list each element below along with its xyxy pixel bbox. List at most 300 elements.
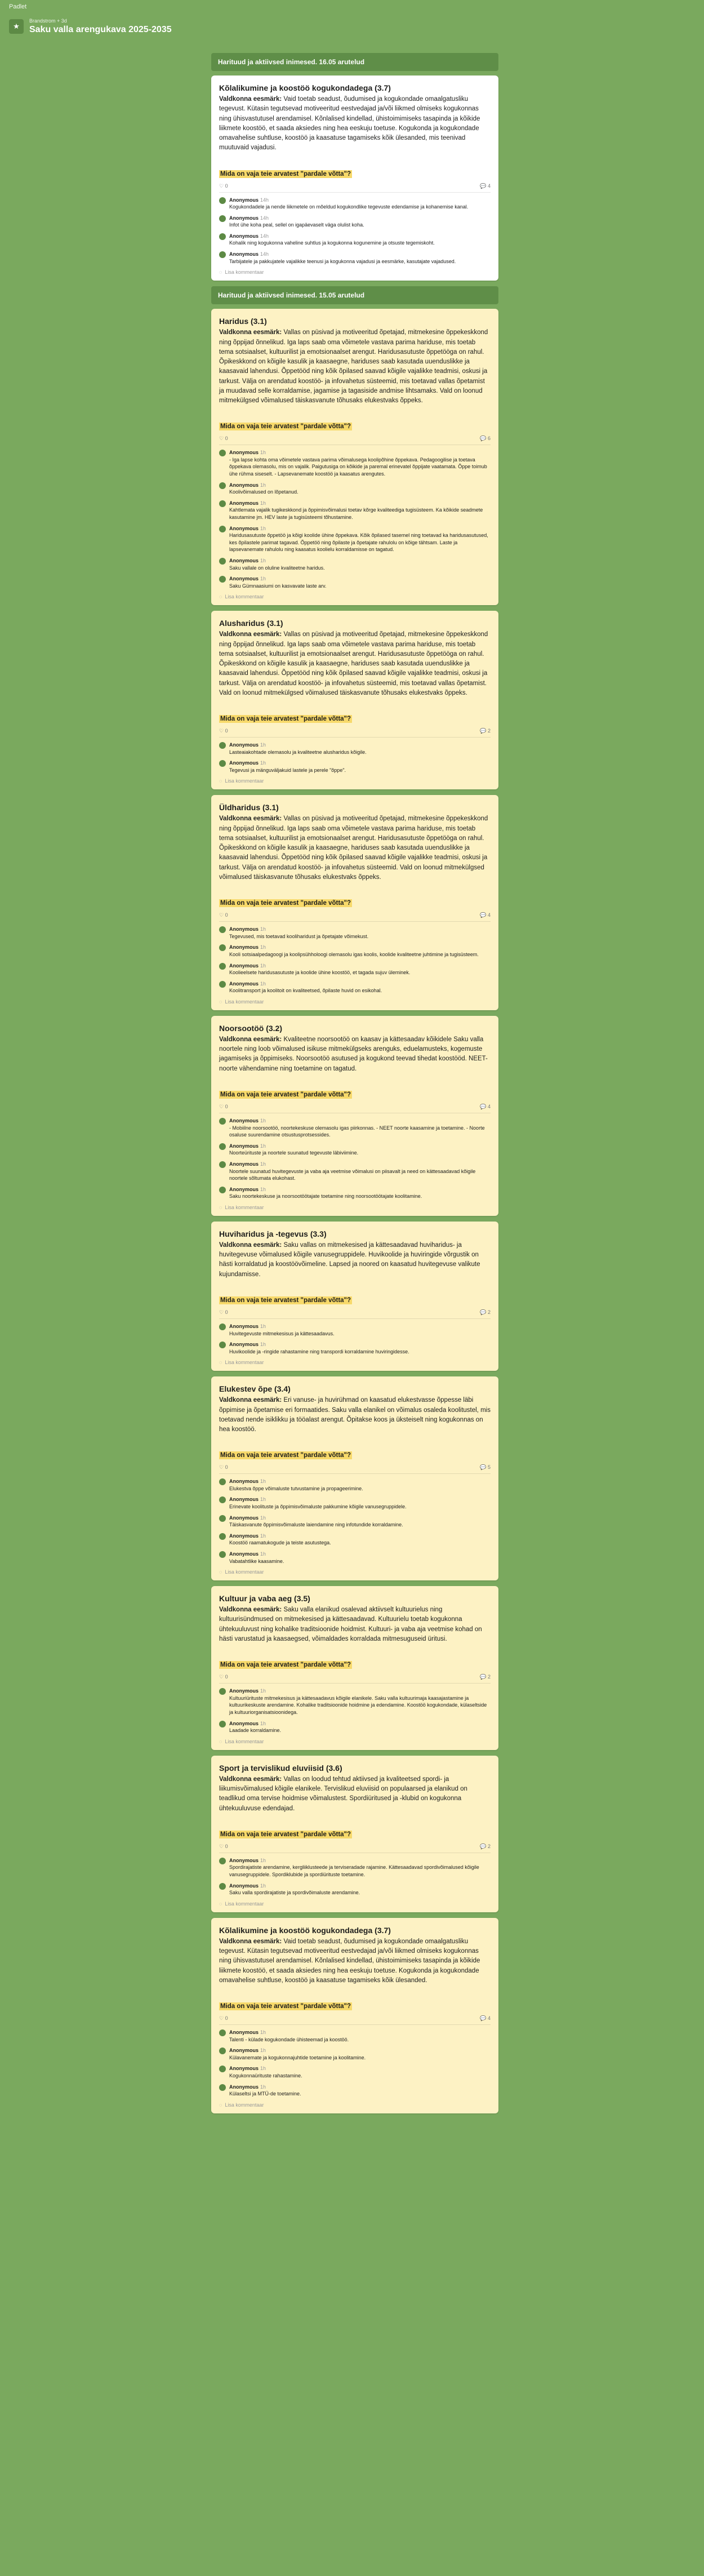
avatar — [219, 558, 226, 565]
post-question: Mida on vaja teie arvatest "pardale võtta"? — [220, 170, 351, 177]
comment-author — [229, 575, 326, 583]
comment-time: 14h — [260, 197, 269, 203]
like-button[interactable]: ♡ 0 — [219, 2015, 228, 2021]
post-title: Sport ja tervislikud eluviisid (3.6) — [219, 1763, 342, 1773]
like-count: 0 — [225, 912, 228, 918]
add-comment-button[interactable] — [219, 594, 491, 599]
avatar — [219, 926, 226, 933]
description-text: Saku valla elanikud osalevad aktiivselt kultuurielus ning kultuurisündmused on mitmekesised ja kättesaadavad. Kultuurielu toetab kogukonna ühtekuuluvust ning kohalike traditsioonide hoidmist. Kultuuri- ja vaba aja veetmise kohad on hästi varustatud ja kaasaegsed, võimaldades korraldada mitmesuguseid üritusi. — [219, 1606, 482, 1642]
comment-text: Huvikoolide ja -ringide rahastamine ning transpordi korraldamine huviringidesse. — [229, 1348, 409, 1354]
comment — [219, 557, 491, 571]
comment-time: 1h — [260, 1514, 266, 1521]
comment-count: 4 — [487, 183, 491, 189]
comment-body — [229, 760, 346, 774]
avatar — [219, 1143, 226, 1150]
post-stats — [219, 1464, 491, 1474]
comment-author — [229, 1143, 358, 1150]
comment — [219, 1882, 491, 1897]
add-comment-label: Lisa kommentaar — [225, 778, 264, 784]
comment-time: 1h — [260, 1143, 266, 1149]
comment-author — [229, 1720, 281, 1727]
comment-author-name: Anonymous — [229, 251, 259, 257]
description-prefix: Valdkonna eesmärk: — [219, 815, 282, 823]
comment-time: 1h — [260, 450, 266, 456]
comment-body — [229, 1533, 331, 1547]
post-description — [219, 630, 491, 698]
comment-text: - Mobiilne noorsootöö, noortekeskuse olemasolu igas piirkonnas. - NEET noorte kaasamine ja toetamine. - Noorte osaluse suurendamine otsustusprotsessides. — [229, 1125, 485, 1138]
avatar — [219, 233, 226, 240]
section-header[interactable]: Harituud ja aktiivsed inimesed. 15.05 arutelud — [211, 286, 498, 304]
comment-time: 1h — [260, 1533, 266, 1539]
board-avatar[interactable]: ★ — [9, 19, 24, 34]
post-title: Huviharidus ja -tegevus (3.3) — [219, 1229, 327, 1238]
comment-counter[interactable]: 💬 4 — [480, 1103, 491, 1109]
avatar — [219, 450, 226, 456]
comment-count: 4 — [487, 2015, 491, 2021]
avatar — [219, 1478, 226, 1485]
description-text: Vallas on püsivad ja motiveeritud õpetajad, mitmekesine õppekeskkond ning õppijad õnnelikud. Iga laps saab oma võimetele vastava parima hariduse, mis toetab tema sotsiaalset, kultuurilist ja emotsionaalset arengut. Haridusasutuste õppetööga on rahul. Õpikeskkond on kõigile kasulik ja kaasaegne, hariduses saab kasutada uuenduslikke ja kaasavaid lahendusi. Õppetööd ning kõik õpilased saavad kõigile vajalikke teadmisi, oskusi ja tarkust. Välja on arendatud koostöö- ja infovahetus süsteemid. Vald on loonud mitmekülgsed võimalused täiskasvanute tõhusaks elukestvaks õppeks. — [219, 815, 488, 881]
comment-counter[interactable]: 💬 2 — [480, 1309, 491, 1315]
comment-time: 1h — [260, 980, 266, 987]
comment — [219, 2084, 491, 2098]
comment-author-name: Anonymous — [229, 450, 259, 456]
comment-text: Elukestva õppe võimaluste tutvustamine ja propageerimine. — [229, 1485, 363, 1491]
avatar — [219, 2029, 226, 2036]
comment-author — [229, 1341, 409, 1348]
board-column — [211, 53, 498, 2113]
comment-author-name: Anonymous — [229, 1533, 259, 1539]
comment-body — [229, 2029, 349, 2043]
like-button[interactable]: ♡ 0 — [219, 1309, 228, 1315]
comment-text: Kahtlemata vajalik tugikeskkond ja õppimisvõimalusi toetav kõrge kvaliteediga tugisüsteem. Ka kõikide seadmete kasutamine jm. HEV laste ja tugisüsteemi tõhustamine. — [229, 507, 483, 520]
comment-text: Kooli sotsiaalpedagoogi ja koolipsühholoogi olemasolu igas koolis, koolide kvaliteetne juhtimine ja tugisüsteem. — [229, 952, 479, 957]
description-text: Kvaliteetne noorsootöö on kaasav ja kättesaadav kõikidele Saku valla noortele ning loob võimalused isikuse mitmekülgseks arenguks, eduelamusteks, kogemuste jagamiseks ja õppimiseks. Noorsootöö asutused ja kogukond teevad tihedat koostööd. NEET-noorte vähendamine ning toetamine on tagatud. — [219, 1036, 488, 1072]
comment-author-name: Anonymous — [229, 1551, 259, 1557]
description-prefix: Valdkonna eesmärk: — [219, 1241, 282, 1249]
post-card[interactable] — [211, 309, 498, 605]
post-question: Mida on vaja teie arvatest "pardale võtta"? — [220, 423, 351, 430]
post-stats — [219, 1104, 491, 1113]
comment-time: 1h — [260, 500, 266, 506]
avatar — [219, 760, 226, 767]
comment-counter[interactable]: 💬 5 — [480, 1464, 491, 1471]
comment — [219, 1551, 491, 1565]
spacer — [219, 153, 491, 165]
comment-author-name: Anonymous — [229, 1514, 259, 1521]
comment-author — [229, 980, 382, 988]
avatar — [219, 1858, 226, 1864]
comment-body — [229, 1857, 491, 1878]
comment-author — [229, 557, 325, 565]
comment-author — [229, 500, 491, 507]
comment-body — [229, 1341, 409, 1355]
post-title: Alusharidus (3.1) — [219, 619, 283, 628]
comment-body — [229, 1687, 491, 1716]
comment-author-name: Anonymous — [229, 962, 259, 969]
post-title: Haridus (3.1) — [219, 317, 267, 326]
comment-count: 2 — [487, 1309, 491, 1315]
avatar — [219, 215, 226, 222]
comment-body — [229, 962, 410, 976]
comment-author — [229, 760, 346, 767]
comment-time: 1h — [260, 482, 266, 488]
comment-text: Lasteaiakohtade olemasolu ja kvaliteetne alusharidus kõigile. — [229, 749, 367, 755]
comment-text: Külaseltsi ja MTÜ-de toetamine. — [229, 2091, 301, 2097]
comment-author-name: Anonymous — [229, 1882, 259, 1889]
post-title: Noorsootöö (3.2) — [219, 1023, 282, 1033]
description-prefix: Valdkonna eesmärk: — [219, 96, 282, 103]
comment-time: 14h — [260, 233, 269, 239]
like-button[interactable]: ♡ 0 — [219, 183, 228, 189]
comment-text: Noorteürituste ja noortele suunatud tegevuste läbiviimine. — [229, 1150, 359, 1156]
comment-body — [229, 197, 468, 211]
spacer — [219, 882, 491, 894]
comment — [219, 1117, 491, 1139]
description-prefix: Valdkonna eesmärk: — [219, 1606, 282, 1614]
avatar — [219, 742, 226, 749]
comment — [219, 215, 491, 229]
add-comment-icon: ◌ — [219, 1569, 222, 1575]
comment-author — [229, 482, 298, 489]
comment-text: Tegevused, mis toetavad kooliharidust ja õpetajate võimekust. — [229, 933, 369, 939]
comment-counter[interactable]: 💬 4 — [480, 183, 491, 189]
section-header[interactable]: Harituud ja aktiivsed inimesed. 16.05 arutelud — [211, 53, 498, 71]
post-card[interactable] — [211, 1222, 498, 1371]
add-comment-icon: ◌ — [219, 778, 222, 784]
comment — [219, 525, 491, 553]
add-comment-button[interactable] — [219, 1901, 491, 1907]
add-comment-button[interactable] — [219, 269, 491, 275]
comment — [219, 233, 491, 247]
post-card[interactable] — [211, 795, 498, 1010]
description-prefix: Valdkonna eesmärk: — [219, 329, 282, 336]
post-stats — [219, 728, 491, 738]
comment-body — [229, 2084, 301, 2098]
comment-author-name: Anonymous — [229, 1117, 259, 1123]
post-question: Mida on vaja teie arvatest "pardale võtta"? — [220, 1091, 351, 1098]
post-title: Kõlalikumine ja koostöö kogukondadega (3.7) — [219, 83, 391, 92]
comment-counter[interactable]: 💬 4 — [480, 912, 491, 918]
comment-counter[interactable]: 💬 2 — [480, 1674, 491, 1680]
comment — [219, 449, 491, 477]
comment-author-name: Anonymous — [229, 980, 259, 987]
reactions — [219, 183, 237, 189]
post-description — [219, 328, 491, 406]
comment-author-name: Anonymous — [229, 1720, 259, 1726]
description-text: Eri vanuse- ja huvirühmad on kaasatud elukestvasse õppesse läbi õppimise ja õpetamise eri formaatides. Saku valla elanikel on võimalus osaleda koolitustel, mis toetavad nende isiklikku ja tööalast arengut. Õpitakse koos ja üksteiselt ning kogukonnas on hea koostöö. — [219, 1397, 491, 1433]
reactions — [219, 728, 237, 734]
post-question: Mida on vaja teie arvatest "pardale võtta"? — [220, 1662, 351, 1669]
spacer — [219, 406, 491, 417]
post-description — [219, 1605, 491, 1644]
comment-time: 1h — [260, 962, 266, 969]
avatar — [219, 1515, 226, 1522]
comment-author — [229, 525, 491, 532]
comment-author-name: Anonymous — [229, 2048, 259, 2054]
post-title: Elukestev õpe (3.4) — [219, 1384, 291, 1394]
comment-text: Erinevate koolituste ja õppimisvõimaluste pakkumine kõigile vanusegruppidele. — [229, 1504, 407, 1510]
comment-author-name: Anonymous — [229, 742, 259, 748]
comment-time: 1h — [260, 1161, 266, 1167]
like-count: 0 — [225, 1309, 228, 1315]
comment — [219, 926, 491, 940]
comment — [219, 1161, 491, 1182]
comment-author-name: Anonymous — [229, 944, 259, 951]
post-question: Mida on vaja teie arvatest "pardale võtta"? — [220, 1831, 351, 1838]
comment-text: Koolitransport ja koolitoit on kvaliteetsed, õpilaste huvid on esikohal. — [229, 988, 382, 994]
like-count: 0 — [225, 183, 228, 189]
comment-author-name: Anonymous — [229, 525, 259, 531]
spacer — [219, 1644, 491, 1655]
post-stats — [219, 183, 491, 193]
comment-text: Tegevusi ja mänguväljakuid lastele ja perele "õppe". — [229, 767, 346, 773]
comment — [219, 197, 491, 211]
add-comment-button[interactable] — [219, 1739, 491, 1744]
spacer — [219, 1814, 491, 1825]
comment-body — [229, 557, 325, 571]
comment-body — [229, 449, 491, 477]
comment-author-name: Anonymous — [229, 1342, 259, 1348]
comment-body — [229, 926, 368, 940]
add-comment-icon: ◌ — [219, 1900, 222, 1907]
like-button[interactable]: ♡ 0 — [219, 436, 228, 442]
comment-text: Koolivõimalused on lõpetanud. — [229, 489, 298, 495]
post-card[interactable] — [211, 611, 498, 789]
comment — [219, 741, 491, 756]
comment-author-name: Anonymous — [229, 2029, 259, 2035]
comment-time: 1h — [260, 1342, 266, 1348]
like-button[interactable]: ♡ 0 — [219, 1843, 228, 1849]
spacer — [219, 1434, 491, 1446]
add-comment-label: Lisa kommentaar — [225, 594, 264, 600]
comment-time: 1h — [260, 2084, 266, 2090]
add-comment-icon: ◌ — [219, 1738, 222, 1744]
like-button[interactable]: ♡ 0 — [219, 1674, 228, 1680]
comment-author — [229, 215, 364, 222]
comment-text: Kogukondadele ja nende liikmetele on mõeldud kogukondlike tegevuste edendamise ja kohanemise kanal. — [229, 204, 469, 210]
comment-counter[interactable]: 💬 6 — [480, 436, 491, 442]
comment-author — [229, 1533, 331, 1540]
comment-time: 1h — [260, 742, 266, 748]
comment-author — [229, 1687, 491, 1695]
add-comment-icon: ◌ — [219, 1204, 222, 1210]
comment-author — [229, 1478, 363, 1485]
comment — [219, 1143, 491, 1157]
description-prefix: Valdkonna eesmärk: — [219, 1397, 282, 1404]
avatar — [219, 1551, 226, 1558]
like-count: 0 — [225, 1103, 228, 1109]
add-comment-label: Lisa kommentaar — [225, 1900, 264, 1907]
comment-author-name: Anonymous — [229, 760, 259, 766]
comment — [219, 575, 491, 589]
comment-body — [229, 980, 382, 994]
like-count: 0 — [225, 1464, 228, 1471]
post-card[interactable] — [211, 1586, 498, 1750]
post-description — [219, 1396, 491, 1434]
like-count: 0 — [225, 728, 228, 734]
like-count: 0 — [225, 2015, 228, 2021]
post-stats — [219, 2015, 491, 2025]
comment-author — [229, 741, 367, 749]
add-comment-button[interactable] — [219, 1569, 491, 1575]
like-button[interactable]: ♡ 0 — [219, 1103, 228, 1109]
description-prefix: Valdkonna eesmärk: — [219, 631, 282, 638]
add-comment-button[interactable] — [219, 1205, 491, 1210]
comment-author-name: Anonymous — [229, 482, 259, 488]
comment-author-name: Anonymous — [229, 2084, 259, 2090]
comment-text: Täiskasvanute õppimisvõimaluste laiendamine ning infotundide korraldamine. — [229, 1522, 403, 1528]
comment — [219, 1341, 491, 1355]
avatar — [219, 1323, 226, 1330]
comment-count: 4 — [487, 912, 491, 918]
comment-author-name: Anonymous — [229, 197, 259, 203]
spacer — [219, 1986, 491, 1997]
comment-author — [229, 233, 435, 240]
add-comment-button[interactable] — [219, 2102, 491, 2108]
post-card[interactable] — [211, 1016, 498, 1216]
description-text: Vaid toetab seadust, õudumised ja kogukondade omaalgatusliku tegevust. Kütasin tegutsevad motiveeritud eestvedajad ja/või liikmed olmiseks kogukonnas ning ühisvastutusel arendamisel. Kõnlalised kindellad, ühistoimimiseks tasapinda ja kõikide liikmete koostöö, et saada aksiedes ning hea eeskuju toetuse. Kogukonda ja kogukondade omavahelise suhtluse, koostöö ja kaasatuse tagamiseks kõik ülesanded. — [219, 1938, 480, 1984]
comment-author-name: Anonymous — [229, 215, 259, 221]
post-card[interactable] — [211, 1376, 498, 1580]
add-comment-label: Lisa kommentaar — [225, 269, 264, 276]
post-title: Üldharidus (3.1) — [219, 803, 279, 812]
reactions — [219, 912, 237, 918]
comment-count: 6 — [487, 436, 491, 442]
comment-body — [229, 741, 367, 756]
avatar — [219, 251, 226, 258]
reactions — [219, 2015, 237, 2022]
comment-text: Huvitegevuste mitmekesisus ja kättesaadavus. — [229, 1330, 335, 1336]
avatar — [219, 1187, 226, 1193]
avatar — [219, 2048, 226, 2054]
comment-author — [229, 197, 468, 204]
comment-time: 1h — [260, 1117, 266, 1123]
post-question: Mida on vaja teie arvatest "pardale võtta"? — [220, 1452, 351, 1459]
comment — [219, 1496, 491, 1510]
comment-text: Kogukonnaürituste rahastamine. — [229, 2072, 302, 2078]
comment-count: 4 — [487, 1103, 491, 1109]
post-stats — [219, 436, 491, 445]
top-bar — [0, 0, 704, 48]
add-comment-button[interactable] — [219, 999, 491, 1005]
add-comment-label: Lisa kommentaar — [225, 998, 264, 1005]
add-comment-icon: ◌ — [219, 998, 222, 1005]
comment-body — [229, 1551, 284, 1565]
spacer — [219, 1280, 491, 1291]
reactions — [219, 1674, 237, 1680]
like-button[interactable]: ♡ 0 — [219, 1464, 228, 1471]
add-comment-button[interactable] — [219, 1360, 491, 1365]
add-comment-label: Lisa kommentaar — [225, 1204, 264, 1210]
add-comment-label: Lisa kommentaar — [225, 1738, 264, 1744]
post-description — [219, 814, 491, 882]
comment-author-name: Anonymous — [229, 1688, 259, 1694]
comment-text: - Iga lapse kohta oma võimetele vastava parima võimalusega koolipõhine õppekava. Pedagoogilise ja toetava õppekava olemasolu, mis on vajalik. Paigutusiga on kõikide ja paremal erinevatel õppijate vaatamata. Õppe toimub ühe rühma siseselt. - Lapsevanemate koostöö ja kaasatus arengutes. — [229, 456, 487, 477]
comment — [219, 251, 491, 265]
comment-author — [229, 1551, 284, 1558]
add-comment-icon: ◌ — [219, 594, 222, 600]
comment — [219, 2047, 491, 2061]
comment-counter[interactable]: 💬 2 — [480, 728, 491, 734]
description-text: Saku vallas on mitmekesised ja kättesaadavad huviharidus- ja huvitegevuse võimalused kõigile vanusegruppidele. Huvikoolide ja huviringide võrgustik on hästi korraldatud ja koostöövõimeline. Lapsed ja noored on kaasatud huvitegevuse valikute kujundamisse. — [219, 1241, 480, 1278]
comment-time: 1h — [260, 525, 266, 531]
comment — [219, 500, 491, 521]
comment-time: 1h — [260, 1323, 266, 1329]
comment-author — [229, 1514, 403, 1522]
comment-author — [229, 1857, 491, 1864]
comment-body — [229, 1514, 403, 1529]
comment — [219, 482, 491, 496]
reactions — [219, 1464, 237, 1471]
comment — [219, 1186, 491, 1200]
comment-text: Kultuuriürituste mitmekesisus ja kättesaadavus kõigile elanikele. Saku valla kultuurimaja kaasajastamine ja kultuurikeskuste arendamine. Kohalike traditsioonide hoidmine ja edendamine. Koostöö kogukondade, külaseltside ja kultuuriorganisatsioonidega. — [229, 1695, 487, 1715]
avatar — [219, 1161, 226, 1168]
app-brand: Padlet — [9, 3, 27, 10]
comment-author-name: Anonymous — [229, 500, 259, 506]
add-comment-label: Lisa kommentaar — [225, 2102, 264, 2108]
comment-counter[interactable]: 💬 2 — [480, 1843, 491, 1849]
comment-author — [229, 926, 368, 933]
comment-body — [229, 500, 491, 521]
add-comment-button[interactable] — [219, 778, 491, 784]
like-button[interactable]: ♡ 0 — [219, 912, 228, 918]
avatar — [219, 500, 226, 507]
post-title: Kõlalikumine ja koostöö kogukondadega (3.7) — [219, 1925, 391, 1935]
comment-author-name: Anonymous — [229, 1186, 259, 1192]
comment-body — [229, 2065, 302, 2079]
description-text: Vallas on loodud tehtud aktiivsed ja kvaliteetsed spordi- ja liikumisvõimalused kõigile elanikele. Tervislikud eluviisid on populaarsed ja elanikud on teadlikud oma tervise hoidmise võimalustest. Spordiüritused ja -klubid on kogukonna ühtekuuluvuse edendajad. — [219, 1775, 467, 1812]
comment-author — [229, 2029, 349, 2036]
comment-time: 1h — [260, 1688, 266, 1694]
comment-text: Koostöö raamatukogude ja teiste asutustega. — [229, 1540, 331, 1546]
comment-text: Saku Gümnaasiumi on kasvavate laste arv. — [229, 583, 327, 589]
comment — [219, 1857, 491, 1878]
comment-author-name: Anonymous — [229, 233, 259, 239]
comment-count: 5 — [487, 1464, 491, 1471]
comment-body — [229, 1496, 407, 1510]
description-prefix: Valdkonna eesmärk: — [219, 1938, 282, 1945]
comment-text: Kohalik ning kogukonna vaheline suhtlus ja kogukonna kogunemine ja otsuste tegemiskoht. — [229, 240, 435, 246]
comment-time: 1h — [260, 2029, 266, 2035]
avatar — [219, 2066, 226, 2072]
like-button[interactable]: ♡ 0 — [219, 728, 228, 734]
comment — [219, 980, 491, 994]
comment-counter[interactable]: 💬 4 — [480, 2015, 491, 2021]
add-comment-icon: ◌ — [219, 1360, 222, 1366]
comment-text: Koolieelsete haridusasutuste ja koolide ühine koostöö, et tagada sujuv üleminek. — [229, 970, 411, 976]
comment-author — [229, 1117, 491, 1125]
comment-author — [229, 2047, 366, 2054]
comment-time: 14h — [260, 215, 269, 221]
comment-author-name: Anonymous — [229, 926, 259, 932]
comment-text: Laadade korraldamine. — [229, 1727, 282, 1734]
comment-author-name: Anonymous — [229, 2066, 259, 2072]
comment-author-name: Anonymous — [229, 1496, 259, 1503]
avatar — [219, 482, 226, 489]
spacer — [219, 698, 491, 709]
like-count: 0 — [225, 1674, 228, 1680]
post-card[interactable] — [211, 1918, 498, 2113]
description-prefix: Valdkonna eesmärk: — [219, 1036, 282, 1043]
comment-author — [229, 1882, 360, 1890]
comment-count: 2 — [487, 1674, 491, 1680]
post-card[interactable] — [211, 75, 498, 281]
comment — [219, 1720, 491, 1734]
comment-body — [229, 525, 491, 553]
comment-text: Infot ühe koha peal, sellel on igapäevaselt väga olulist koha. — [229, 222, 364, 228]
post-card[interactable] — [211, 1756, 498, 1912]
comment-time: 1h — [260, 944, 266, 951]
